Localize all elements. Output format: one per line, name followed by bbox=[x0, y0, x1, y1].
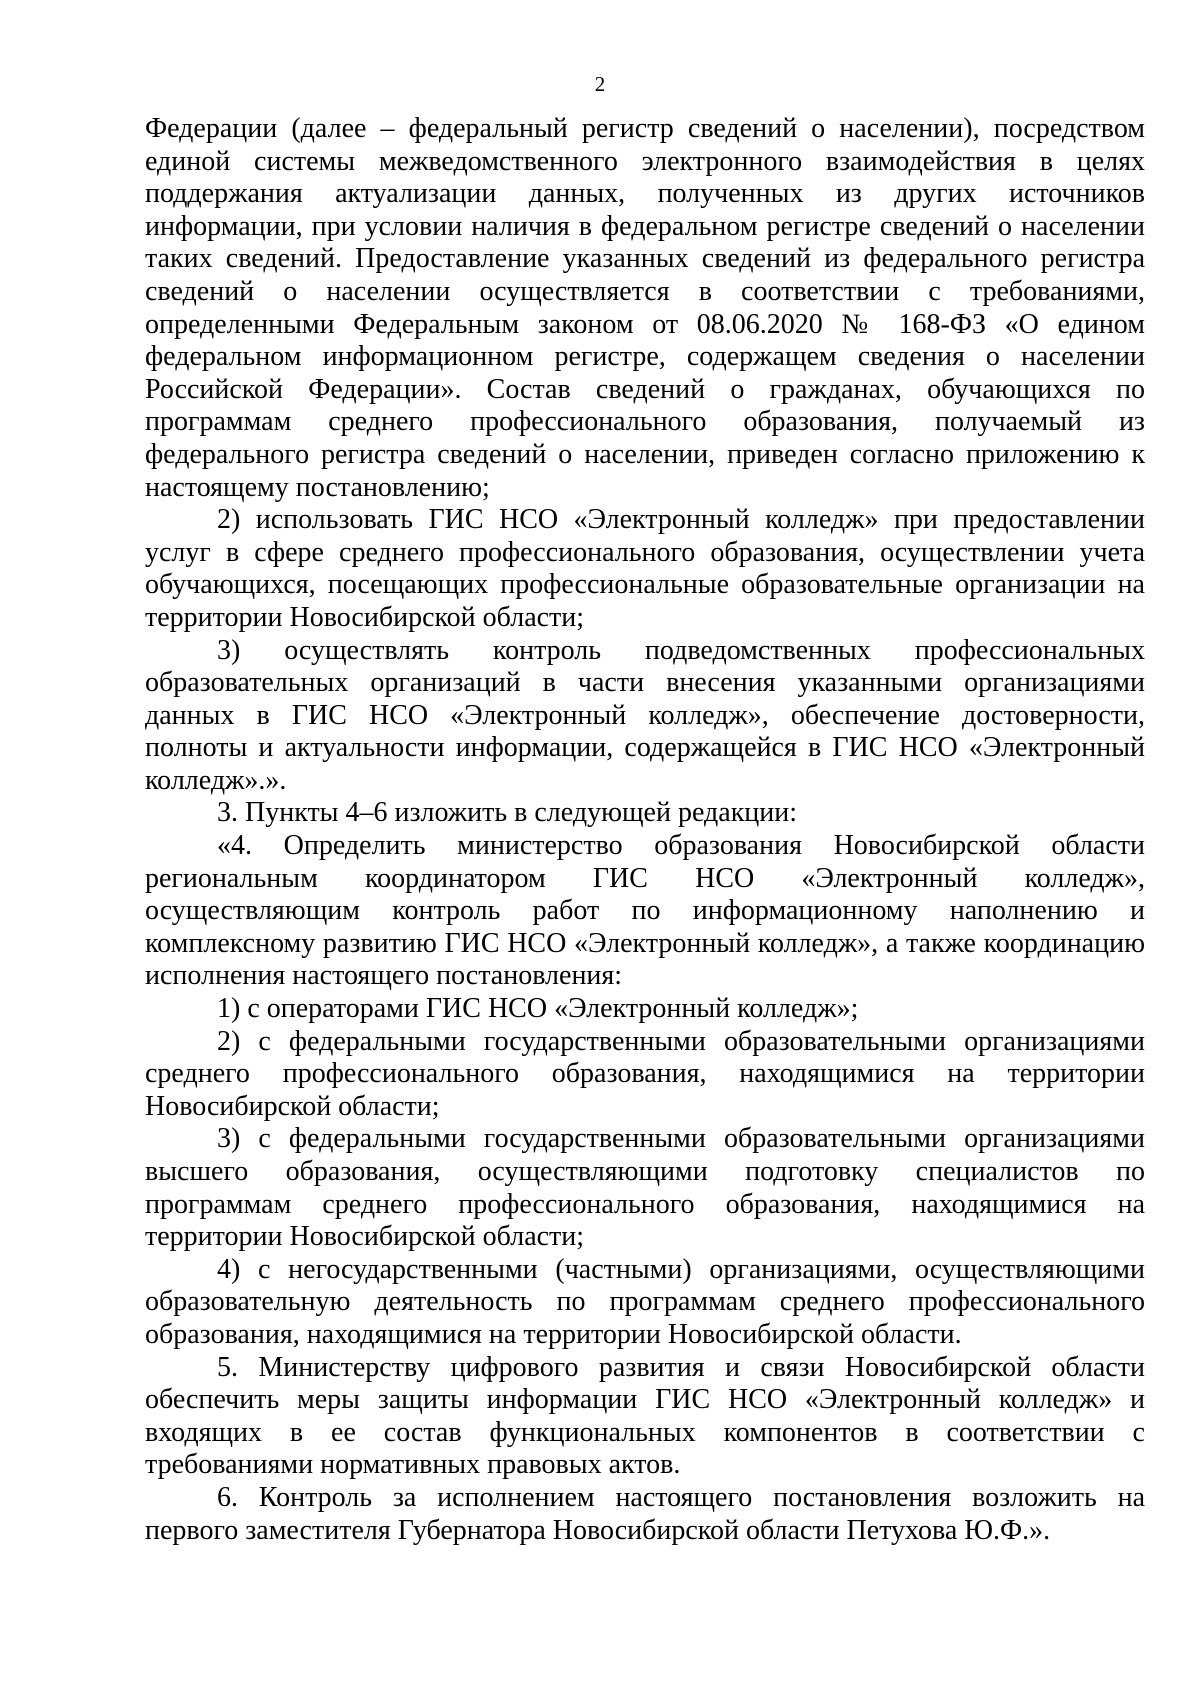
paragraph-subitem-1: 1) с операторами ГИС НСО «Электронный колледж»; bbox=[217, 993, 859, 1025]
paragraph-clause-5: 5. Министерству цифрового развития и связи Новосибирской области обеспечить меры защиты информации ГИС НСО «Электронный колледж» и входящих в ее состав функциональных компонентов в соответствии с требованиями нормативных правовых актов. bbox=[145, 1351, 1145, 1481]
document-body bbox=[145, 113, 1145, 1547]
paragraph-item-3: 3) осуществлять контроль подведомственных профессиональных образовательных организаций в части внесения указанными организациями данных в ГИС НСО «Электронный колледж», обеспечение достоверности, полноты и актуальности информации, содержащейся в ГИС НСО «Электронный колледж».». bbox=[145, 634, 1145, 796]
paragraph-clause-6: 6. Контроль за исполнением настоящего постановления возложить на первого заместителя Губернатора Новосибирской области Петухова Ю.Ф.». bbox=[145, 1481, 1145, 1546]
paragraph-clause-4: «4. Определить министерство образования Новосибирской области региональным координатором ГИС НСО «Электронный колледж», осуществляющим контроль работ по информационному наполнению и комплексному развитию ГИС НСО «Электронный колледж», а также координацию исполнения настоящего постановления: bbox=[145, 830, 1145, 992]
paragraph-subitem-2: 2) с федеральными государственными образовательными организациями среднего профессионального образования, находящимися на территории Новосибирской области; bbox=[145, 1025, 1145, 1122]
paragraph-subitem-3: 3) с федеральными государственными образовательными организациями высшего образования, осуществляющими подготовку специалистов по программам среднего профессионального образования, находящимися на территории Новосибирской области; bbox=[145, 1123, 1145, 1253]
page-number: 2 bbox=[594, 72, 606, 96]
paragraph-item-2: 2) использовать ГИС НСО «Электронный колледж» при предоставлении услуг в сфере среднего профессионального образования, осуществлении учета обучающихся, посещающих профессиональные образовательные организации на территории Новосибирской области; bbox=[145, 504, 1145, 633]
paragraph-clause-3: 3. Пункты 4–6 изложить в следующей редакции: bbox=[217, 797, 798, 829]
paragraph-continuation: Федерации (далее – федеральный регистр сведений о населении), посредством единой системы межведомственного электронного взаимодействия в целях поддержания актуализации данных, полученных из других источников информации, при условии наличия в федеральном регистре сведений о населении таких сведений. Предоставление указанных сведений из федерального регистра сведений о населении осуществляется в соответствии с требованиями, определенными Федеральным законом от 08.06.2020 № 168-ФЗ «О едином федеральном информационном регистре, содержащем сведения о населении Российской Федерации». Состав сведений о гражданах, обучающихся по программам среднего профессионального образования, получаемый из федерального регистра сведений о населении, приведен согласно приложению к настоящему постановлению; bbox=[145, 113, 1145, 503]
paragraph-subitem-4: 4) с негосударственными (частными) организациями, осуществляющими образовательную деятельность по программам среднего профессионального образования, находящимися на территории Новосибирской области. bbox=[145, 1253, 1145, 1350]
